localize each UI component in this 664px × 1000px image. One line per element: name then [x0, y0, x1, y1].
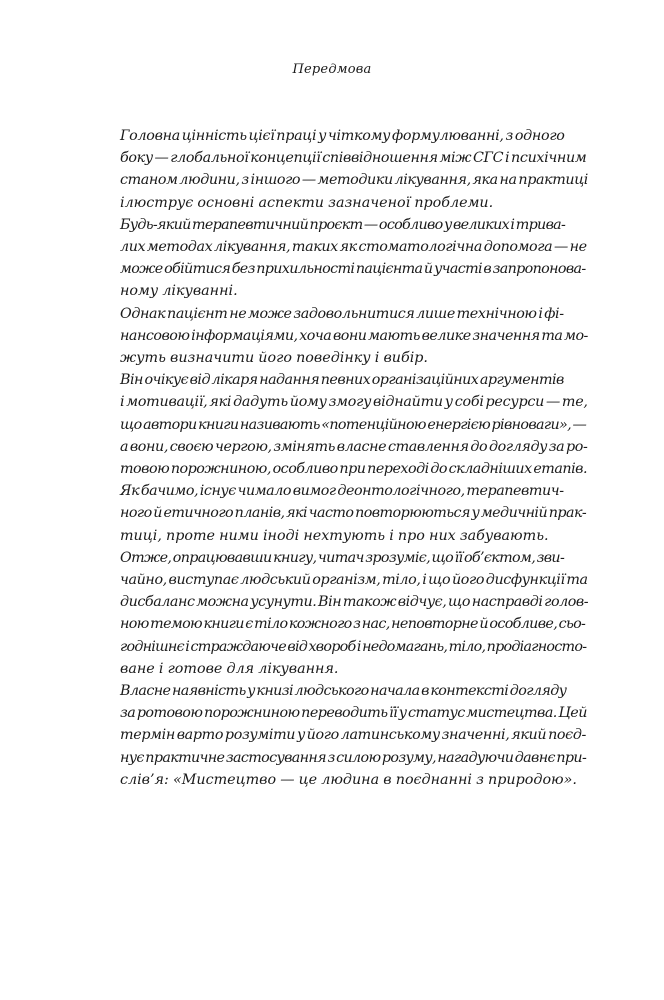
paragraph-4: [98, 369, 588, 480]
text-line: Він очікує від лікаря надання певних організаційних аргументів: [120, 372, 564, 389]
text-line: товою порожниною, особливо при переході до складніших етапів.: [120, 461, 588, 478]
text-line: Будь-який терапевтичний проєкт — особливо у великих і трива-: [120, 216, 566, 233]
body-text: [98, 125, 588, 791]
text-line: Власне наявність у книзі людського начала в контексті догляду: [120, 683, 567, 700]
text-line: нансовою інформаціями, хоча вони мають велике значення та мо-: [120, 327, 588, 344]
text-line: і мотивації, які дадуть йому змогу віднайти у собі ресурси — те,: [120, 394, 588, 411]
text-line: за ротовою порожниною переводить її у статус мистецтва. Цей: [120, 705, 587, 722]
text-line: ного й етичного планів, які часто повторюються у медичній прак-: [120, 505, 587, 522]
text-line: лих методах лікування, таких як стоматологічна допомога — не: [120, 239, 587, 256]
paragraph-3: [98, 303, 588, 370]
text-line: слів’я: «Мистецтво — це людина в поєднанні з природою».: [120, 771, 577, 788]
text-line: Головна цінність цієї праці у чіткому формулюванні, з одного: [120, 128, 565, 144]
text-line: дисбаланс можна усунути. Він також відчує, що насправді голов-: [120, 594, 589, 611]
text-line: тиці, проте ними іноді нехтують і про них забувають.: [120, 527, 549, 544]
paragraph-2: [98, 214, 588, 303]
text-line: ному лікуванні.: [120, 283, 238, 300]
text-line: ване і готове для лікування.: [120, 660, 339, 677]
text-line: станом людини, з іншого — методики лікування, яка на практиці: [120, 172, 588, 189]
text-line: Однак пацієнт не може задовольнитися лише технічною і фі-: [120, 305, 564, 322]
text-line: ною темою книги є тіло кожного з нас, неповторне й особливе, сьо-: [120, 616, 586, 633]
text-line: Як бачимо, існує чимало вимог деонтологічного, терапевтич-: [120, 483, 564, 500]
text-line: що автори книги називають «потенційною енергією рівноваги», —: [120, 416, 587, 433]
paragraph-7: [98, 680, 588, 791]
text-line: боку — глобальної концепції співвідношення між СГС і психічним: [120, 150, 587, 167]
text-line: а вони, своєю чергою, змінять власне ставлення до догляду за ро-: [120, 438, 588, 455]
paragraph-1: [98, 125, 588, 214]
text-line: може обійтися без прихильності пацієнта й участі в запропонова-: [120, 261, 586, 278]
text-line: нує практичне застосування з силою розуму, нагадуючи давнє при-: [120, 749, 587, 766]
text-line: термін варто розуміти у його латинському значенні, який поєд-: [120, 727, 587, 744]
paragraph-5: [98, 480, 588, 547]
paragraph-6: [98, 547, 588, 680]
running-head: Передмова: [292, 62, 372, 77]
text-line: жуть визначити його поведінку і вибір.: [120, 350, 428, 367]
text-line: годнішнє і страждаюче від хвороб і недомагань, тіло, продіагносто-: [120, 638, 587, 655]
text-line: ілюструє основні аспекти зазначеної проблеми.: [120, 194, 494, 211]
text-line: чайно, виступає людський організм, тіло, і що його дисфункції та: [120, 572, 588, 589]
text-line: Отже, опрацювавши книгу, читач зрозуміє, що її об’єктом, зви-: [120, 549, 565, 566]
